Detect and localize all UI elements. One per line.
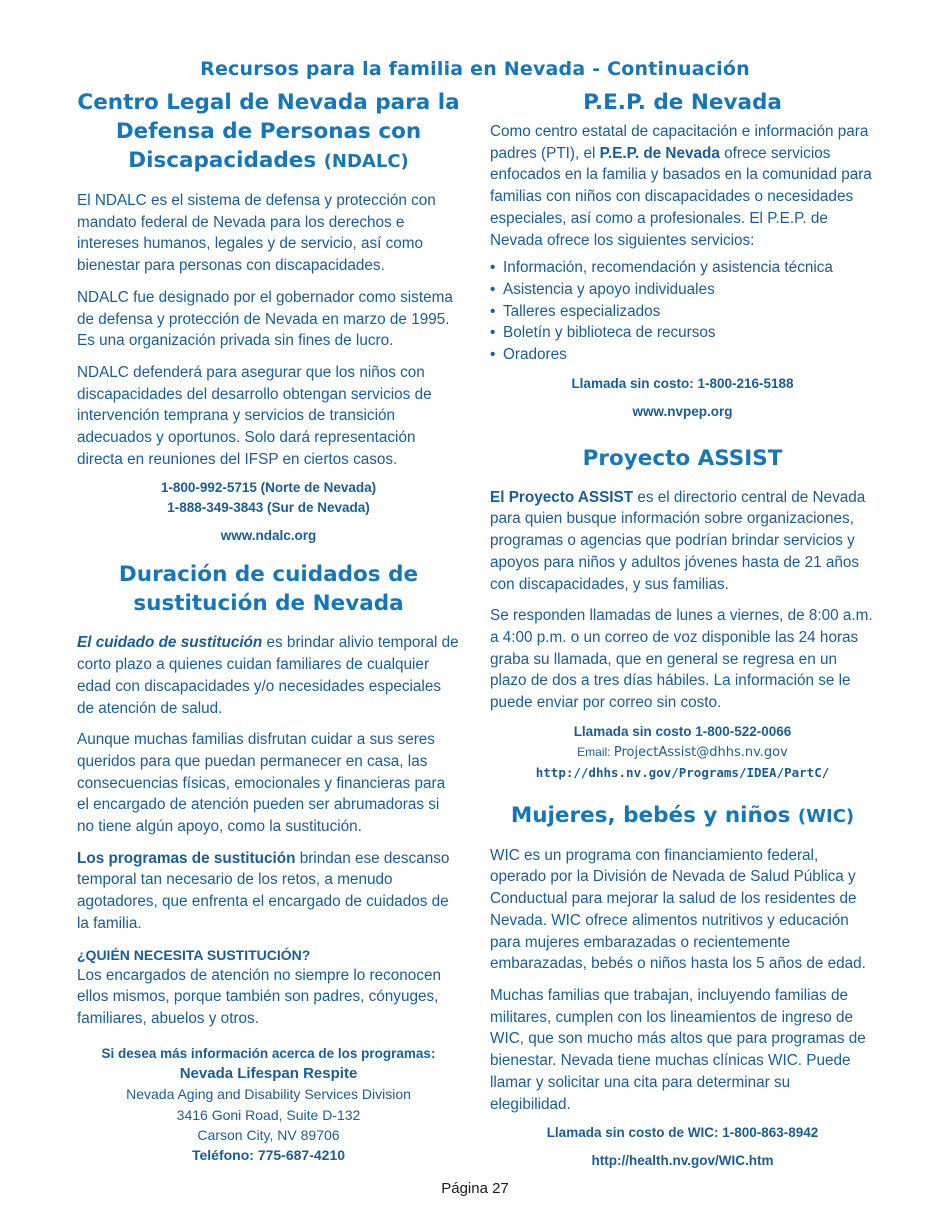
page-header: Recursos para la familia en Nevada - Continuación bbox=[200, 58, 750, 80]
respite-who-heading: ¿QUIÉN NECESITA SUSTITUCIÓN? bbox=[77, 946, 311, 963]
assist-email-link[interactable]: ProjectAssist@dhhs.nv.gov bbox=[613, 744, 788, 760]
pep-services-list bbox=[490, 257, 875, 366]
respite-section bbox=[77, 560, 460, 1165]
pep-service-item: • Talleres especializados bbox=[490, 301, 875, 323]
ndalc-phone-north[interactable]: 1-800-992-5715 (Norte de Nevada) bbox=[160, 480, 377, 496]
pep-service-item: • Oradores bbox=[490, 344, 875, 366]
pep-phone[interactable]: Llamada sin costo: 1-800-216-5188 bbox=[571, 375, 794, 391]
respite-info-division: Nevada Aging and Disability Services Division bbox=[126, 1086, 411, 1103]
ndalc-paragraph-2: NDALC fue designado por el gobernador como sistema de defensa y protección de Nevada en marzo de 1995. Es una organización privada sin fines de lucro. bbox=[77, 288, 453, 350]
pep-service-item: • Boletín y biblioteca de recursos bbox=[490, 322, 875, 344]
wic-website-link[interactable]: http://health.nv.gov/WIC.htm bbox=[591, 1153, 774, 1169]
assist-paragraph-1-lead: El Proyecto ASSIST bbox=[490, 488, 634, 506]
right-column bbox=[490, 88, 875, 1171]
pep-service-item: • Asistencia y apoyo individuales bbox=[490, 279, 875, 301]
ndalc-paragraph-3: NDALC defenderá para asegurar que los niños con discapacidades del desarrollo obtengan servicios de intervención temprana y servicios de transición adecuados y oportunos. Solo dará representación directa en reuniones del IFSP en ciertos casos. bbox=[77, 363, 432, 468]
respite-paragraph-2: Aunque muchas familias disfrutan cuidar a sus seres queridos para que puedan permanecer en casa, las consecuencias físicas, emocionales y financieras para el encargado de atención pueden ser abrumadoras si no tiene algún apoyo, como la sustitución. bbox=[77, 731, 446, 836]
respite-info-phone[interactable]: Teléfono: 775-687-4210 bbox=[191, 1147, 346, 1164]
ndalc-phone-south[interactable]: 1-888-349-3843 (Sur de Nevada) bbox=[167, 500, 370, 516]
assist-phone[interactable]: Llamada sin costo 1-800-522-0066 bbox=[573, 723, 792, 739]
respite-paragraph-1-rest: es brindar alivio temporal de corto plazo a quienes cuidan familiares de cualquier edad con discapacidades y/o necesidades especiales de atención de salud. bbox=[77, 634, 459, 717]
respite-who-text: Los encargados de atención no siempre lo reconocen ellos mismos, porque también son padres, cónyuges, familiares, abuelos y otros. bbox=[77, 966, 441, 1027]
assist-email-label: Email: bbox=[577, 744, 611, 759]
pep-website-link[interactable]: www.nvpep.org bbox=[632, 403, 733, 419]
ndalc-title-main: Centro Legal de Nevada para la Defensa de Personas con Discapacidades bbox=[77, 90, 460, 173]
respite-title: Duración de cuidados de sustitución de Nevada bbox=[118, 562, 419, 617]
ndalc-paragraph-1: El NDALC es el sistema de defensa y protección con mandato federal de Nevada para los derechos e intereses humanos, legales y de servicio, así como bienestar para personas con discapacidades. bbox=[77, 192, 436, 275]
assist-title: Proyecto ASSIST bbox=[582, 445, 783, 471]
assist-paragraph-2: Se responden llamadas de lunes a viernes, de 8:00 a.m. a 4:00 p.m. o un correo de voz disponible las 24 horas graba su llamada, que en general se regresa en un plazo de dos a tres días hábiles. La información se le puede enviar por correo sin costo. bbox=[490, 607, 873, 712]
pep-intro-bold: P.E.P. de Nevada bbox=[599, 144, 720, 162]
respite-paragraph-1-lead: El cuidado de sustitución bbox=[77, 634, 263, 652]
assist-email-line bbox=[490, 742, 875, 763]
pep-intro bbox=[490, 121, 875, 251]
wic-title-abbr: (WIC) bbox=[797, 805, 855, 827]
respite-paragraph-3-rest: brindan ese descanso temporal tan necesario de los retos, a menudo agotadores, que enfrenta el encargado de cuidados de la familia. bbox=[77, 849, 450, 932]
respite-info-org: Nevada Lifespan Respite bbox=[179, 1064, 358, 1082]
pep-intro-b: ofrece servicios enfocados en la familia y basados en la comunidad para familias con niños con discapacidades o necesidades especiales, así como a profesionales. El P.E.P. de Nevada ofrece los siguientes servicios: bbox=[490, 144, 872, 249]
wic-paragraph-2: Muchas familias que trabajan, incluyendo familias de militares, cumplen con los lineamientos de ingreso de WIC, que son mucho más altos que para programas de bienestar. Nevada tiene muchas clínicas WIC. Puede llamar y solicitar una cita para determinar su elegibilidad. bbox=[490, 986, 866, 1113]
wic-title-main: Mujeres, bebés y niños bbox=[510, 802, 791, 828]
assist-url-link[interactable]: http://dhhs.nv.gov/Programs/IDEA/PartC/ bbox=[535, 764, 830, 780]
left-column bbox=[77, 88, 460, 1165]
ndalc-website-link[interactable]: www.ndalc.org bbox=[220, 528, 317, 544]
respite-info-address-2: Carson City, NV 89706 bbox=[197, 1126, 340, 1143]
respite-paragraph-3-lead: Los programas de sustitución bbox=[77, 849, 296, 867]
pep-intro-a: Como centro estatal de capacitación e información para padres (PTI), el bbox=[490, 123, 869, 162]
respite-paragraph-3 bbox=[77, 848, 460, 935]
wic-paragraph-1: WIC es un programa con financiamiento federal, operado por la División de Nevada de Salud Pública y Conductual para mejorar la salud de los residentes de Nevada. WIC ofrece alimentos nutritivos y educación para mujeres embarazadas o recientemente embarazadas, bebés o niños hasta los 5 años de edad. bbox=[490, 846, 866, 973]
wic-title bbox=[490, 801, 875, 831]
ndalc-title bbox=[77, 88, 460, 176]
wic-section bbox=[490, 801, 875, 1171]
respite-info-block bbox=[77, 1044, 460, 1166]
page-number: Página 27 bbox=[441, 1180, 509, 1197]
pep-section bbox=[490, 88, 875, 422]
assist-paragraph-1-rest: es el directorio central de Nevada para quien busque información sobre organizaciones, programas o agencias que podrían brindar servicios y apoyos para niños y adultos jóvenes hasta de 21 años con discapacidades, y sus familias. bbox=[490, 488, 866, 593]
assist-section bbox=[490, 444, 875, 783]
pep-service-item: • Información, recomendación y asistencia técnica bbox=[490, 257, 875, 279]
ndalc-section bbox=[77, 88, 460, 546]
respite-paragraph-1 bbox=[77, 632, 460, 719]
pep-title: P.E.P. de Nevada bbox=[583, 90, 782, 115]
respite-info-address-1: 3416 Goni Road, Suite D-132 bbox=[176, 1106, 361, 1123]
respite-info-heading: Si desea más información acerca de los programas: bbox=[101, 1045, 436, 1061]
ndalc-title-abbr: (NDALC) bbox=[323, 151, 409, 172]
assist-paragraph-1 bbox=[490, 487, 875, 596]
wic-phone[interactable]: Llamada sin costo de WIC: 1-800-863-8942 bbox=[546, 1125, 819, 1141]
